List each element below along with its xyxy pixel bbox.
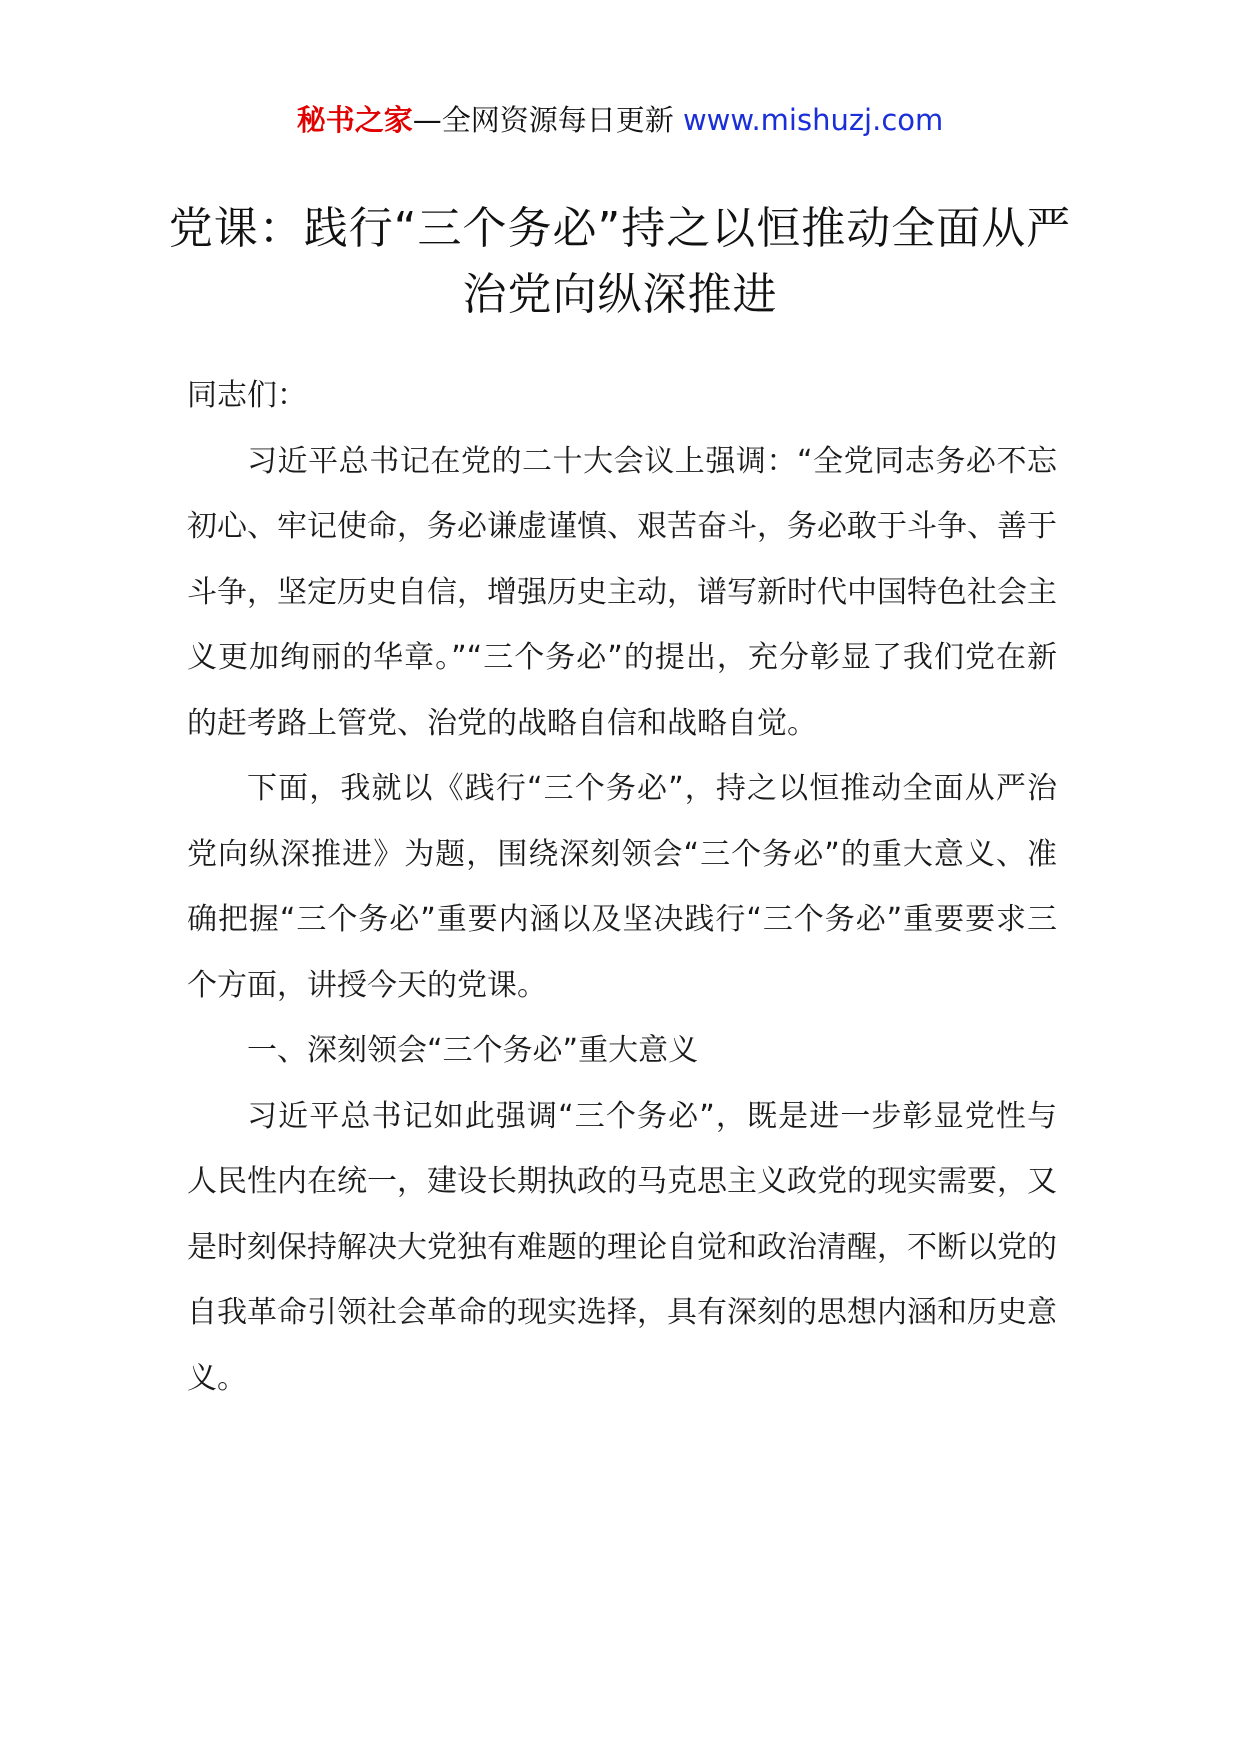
brand-name: 秘书之家	[296, 103, 413, 137]
site-url: www.mishuzj.com	[682, 103, 944, 137]
section-heading: 一、深刻领会“三个务必”重大意义	[247, 1033, 699, 1068]
document-body	[187, 363, 1057, 1411]
banner-tagline: —全网资源每日更新	[412, 103, 683, 137]
body-paragraph: 下面，我就以《践行“三个务必”，持之以恒推动全面从严治党向纵深推进》为题，围绕深刻领会“三个务必”的重大意义、准确把握“三个务必”重要内涵以及坚决践行“三个务必”重要要求三个方面，讲授今天的党课。	[187, 771, 1057, 1003]
site-banner	[0, 100, 1240, 140]
document-title: 党课：践行“三个务必”持之以恒推动全面从严治党向纵深推进	[168, 203, 1072, 320]
body-paragraph: 习近平总书记在党的二十大会议上强调：“全党同志务必不忘初心、牢记使命，务必谦虚谨慎、艰苦奋斗，务必敢于斗争、善于斗争，坚定历史自信，增强历史主动，谱写新时代中国特色社会主义更加绚丽的华章。”“三个务必”的提出，充分彰显了我们党在新的赶考路上管党、治党的战略自信和战略自觉。	[187, 443, 1057, 741]
salutation: 同志们：	[187, 378, 307, 413]
section-paragraph: 习近平总书记如此强调“三个务必”，既是进一步彰显党性与人民性内在统一，建设长期执政的马克思主义政党的现实需要，又是时刻保持解决大党独有难题的理论自觉和政治清醒，不断以党的自我革命引领社会革命的现实选择，具有深刻的思想内涵和历史意义。	[187, 1098, 1057, 1396]
